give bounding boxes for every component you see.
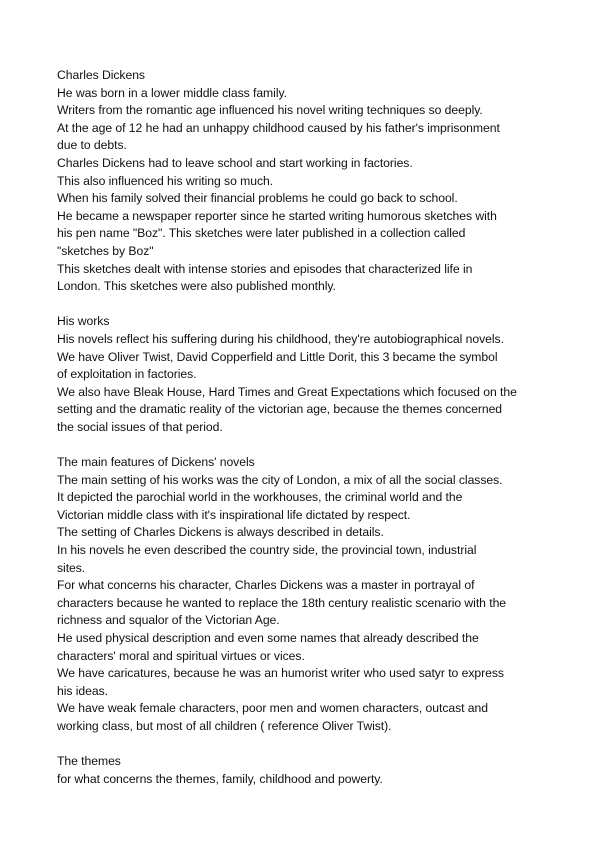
text-line: the social issues of that period.: [57, 419, 223, 434]
text-line: sites.: [57, 560, 86, 575]
text-line: This also influenced his writing so much.: [57, 173, 274, 188]
text-line: It depicted the parochial world in the workhouses, the criminal world and the: [57, 490, 463, 505]
section-heading-line: His works: [57, 314, 110, 329]
text-line: due to debts.: [57, 138, 127, 153]
section-main-features: [57, 454, 547, 736]
text-line: characters because he wanted to replace the 18th century realistic scenario with the: [57, 595, 507, 610]
text-line: When his family solved their financial problems he could go back to school.: [57, 191, 458, 206]
text-line: Victorian middle class with it's inspirational life dictated by respect.: [57, 507, 411, 522]
text-line: The main setting of his works was the city of London, a mix of all the social classes.: [57, 472, 503, 487]
text-line: "sketches by Boz": [57, 243, 154, 258]
text-line: In his novels he even described the country side, the provincial town, industrial: [57, 543, 477, 558]
text-line: He used physical description and even some names that already described the: [57, 631, 479, 645]
text-line: For what concerns his character, Charles Dickens was a master in portrayal of: [57, 578, 475, 593]
text-line: of exploitation in factories.: [57, 367, 197, 382]
text-line: We have caricatures, because he was an humorist writer who used satyr to express: [57, 666, 504, 681]
section-his-works: [57, 313, 547, 436]
text-line: richness and squalor of the Victorian Age.: [57, 613, 280, 628]
text-line: London. This sketches were also published monthly.: [57, 279, 336, 294]
text-line: We have Oliver Twist, David Copperfield and Little Dorit, this 3 became the symbol: [57, 349, 498, 364]
text-line: The setting of Charles Dickens is always described in details.: [57, 525, 384, 540]
text-line: Writers from the romantic age influenced his novel writing techniques so deeply.: [57, 103, 483, 118]
text-line: for what concerns the themes, family, childhood and powerty.: [57, 771, 383, 786]
section-heading-line: The themes: [57, 754, 121, 769]
text-line: We also have Bleak House, Hard Times and Great Expectations which focused on the: [57, 384, 517, 399]
text-line: his pen name "Boz". This sketches were later published in a collection called: [57, 226, 466, 241]
text-line: His novels reflect his suffering during his childhood, they're autobiographical novels.: [57, 331, 504, 346]
section-biography: [57, 67, 547, 296]
text-line: Charles Dickens had to leave school and start working in factories.: [57, 155, 413, 170]
text-line: setting and the dramatic reality of the victorian age, because the themes concerned: [57, 402, 503, 417]
text-line: He became a newspaper reporter since he started writing humorous sketches with: [57, 208, 497, 223]
text-line: We have weak female characters, poor men and women characters, outcast and: [57, 701, 488, 716]
text-line: characters' moral and spiritual virtues or vices.: [57, 648, 305, 663]
text-line: At the age of 12 he had an unhappy childhood caused by his father's imprisonment: [57, 120, 500, 135]
text-line: This sketches dealt with intense stories and episodes that characterized life in: [57, 261, 473, 276]
document-page: [57, 67, 547, 788]
section-heading-line: The main features of Dickens' novels: [57, 455, 255, 470]
text-line: working class, but most of all children ( reference Oliver Twist).: [57, 718, 392, 733]
section-themes: [57, 753, 547, 788]
text-line: his ideas.: [57, 683, 108, 698]
section-heading-line: Charles Dickens: [57, 68, 145, 82]
text-line: He was born in a lower middle class family.: [57, 85, 287, 100]
